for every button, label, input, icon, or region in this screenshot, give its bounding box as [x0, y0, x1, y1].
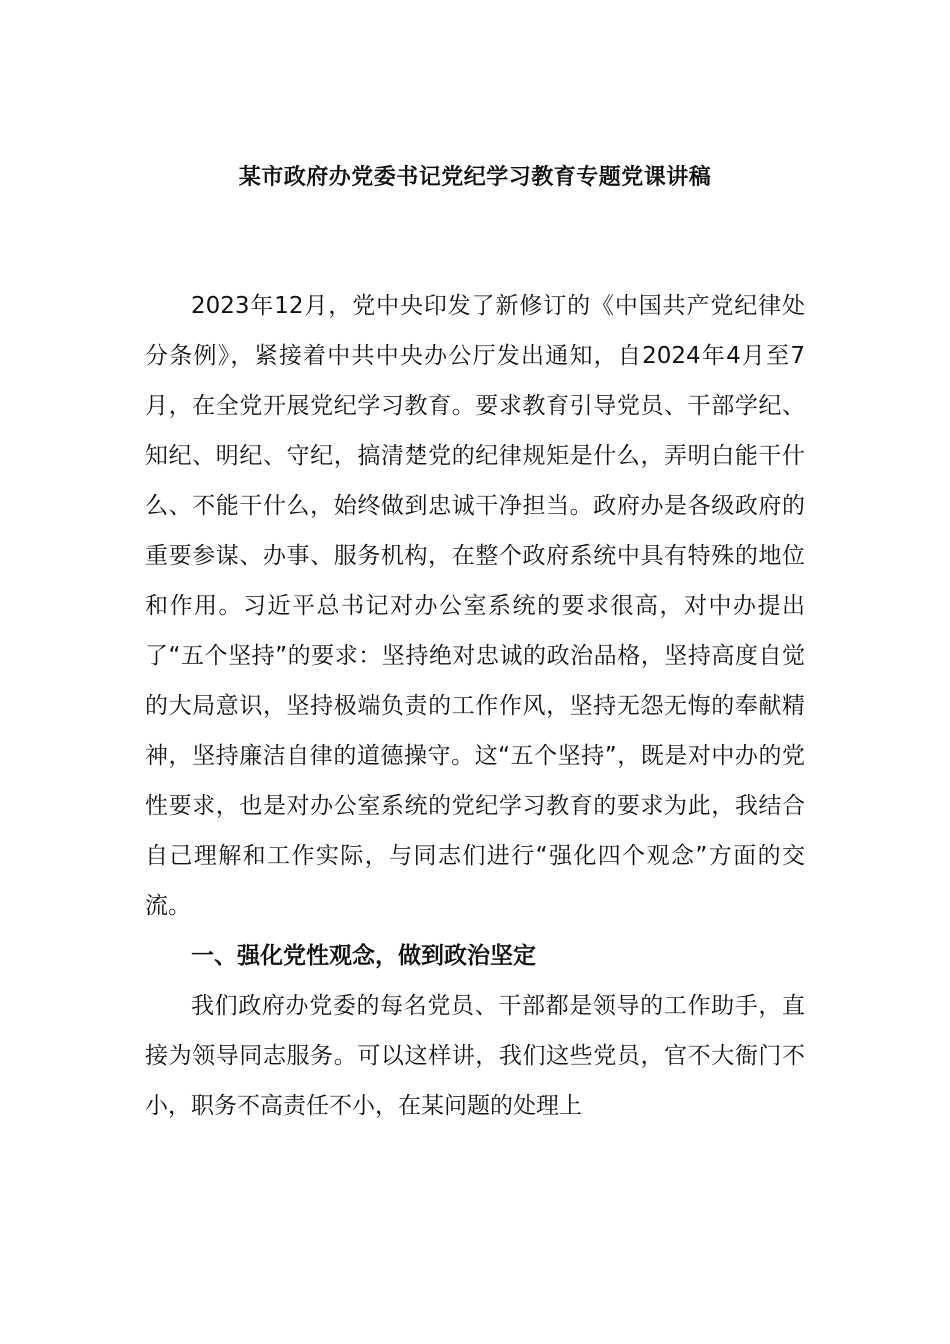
document-title: 某市政府办党委书记党纪学习教育专题党课讲稿: [238, 165, 712, 190]
section-heading-1: 一、强化党性观念，做到政治坚定: [191, 943, 536, 969]
document-body: [145, 281, 805, 1131]
body-paragraph-2: 我们政府办党委的每名党员、干部都是领导的工作助手，直接为领导同志服务。可以这样讲，我们这些党员，官不大衙门不小，职务不高责任不小，在某问题的处理上: [145, 993, 805, 1119]
body-paragraph-1: 2023年12月，党中央印发了新修订的《中国共产党纪律处分条例》，紧接着中共中央办公厅发出通知，自2024年4月至7月，在全党开展党纪学习教育。要求教育引导党员、干部学纪、知纪、明纪、守纪，搞清楚党的纪律规矩是什么，弄明白能干什么、不能干什么，始终做到忠诚干净担当。政府办是各级政府的重要参谋、办事、服务机构，在整个政府系统中具有特殊的地位和作用。习近平总书记对办公室系统的要求很高，对中办提出了“五个坚持”的要求：坚持绝对忠诚的政治品格，坚持高度自觉的大局意识，坚持极端负责的工作作风，坚持无怨无悔的奉献精神，坚持廉洁自律的道德操守。这“五个坚持”，既是对中办的党性要求，也是对办公室系统的党纪学习教育的要求为此，我结合自己理解和工作实际，与同志们进行“强化四个观念”方面的交流。: [145, 293, 805, 919]
